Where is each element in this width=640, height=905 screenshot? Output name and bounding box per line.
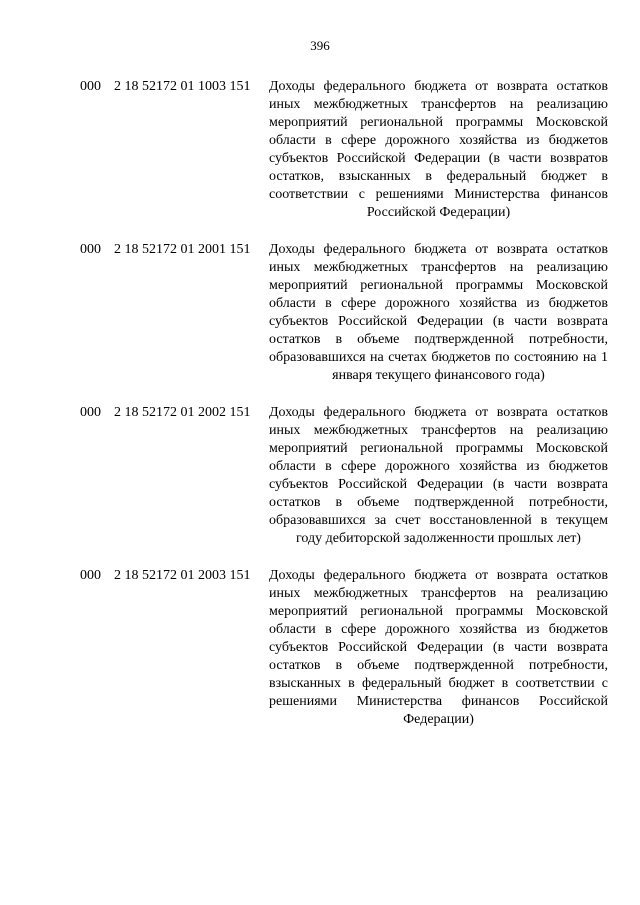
page-number: 396: [310, 38, 330, 53]
admin-code: 000: [80, 242, 101, 257]
budget-code-entry: [0, 78, 640, 222]
income-description: Доходы федерального бюджета от возврата остатков иных межбюджетных трансфертов на реализацию мероприятий региональной программы Московской области в сфере дорожного хозяйства из бюджетов субъектов Российской Федерации (в части возврата остатков в объеме подтвержденной потребности, взысканных в федеральный бюджет в соответствии с решениями Министерства финансов Российской Федерации): [269, 568, 608, 727]
budget-code-entry: [0, 241, 640, 385]
budget-classification-code: 2 18 52172 01 2001 151: [114, 242, 251, 257]
income-description: Доходы федерального бюджета от возврата остатков иных межбюджетных трансфертов на реализацию мероприятий региональной программы Московской области в сфере дорожного хозяйства из бюджетов субъектов Российской Федерации (в части возвратов остатков, взысканных в федеральный бюджет в соответствии с решениями Министерства финансов Российской Федерации): [269, 79, 608, 220]
income-description: Доходы федерального бюджета от возврата остатков иных межбюджетных трансфертов на реализацию мероприятий региональной программы Московской области в сфере дорожного хозяйства из бюджетов субъектов Российской Федерации (в части возврата остатков в объеме подтвержденной потребности, образовавшихся за счет восстановленной в текущем году дебиторской задолженности прошлых лет): [269, 405, 608, 546]
budget-classification-code: 2 18 52172 01 2003 151: [114, 568, 251, 583]
budget-code-entry: [0, 404, 640, 548]
income-description: Доходы федерального бюджета от возврата остатков иных межбюджетных трансфертов на реализацию мероприятий региональной программы Московской области в сфере дорожного хозяйства из бюджетов субъектов Российской Федерации (в части возврата остатков в объеме подтвержденной потребности, образовавшихся на счетах бюджетов по состоянию на 1 января текущего финансового года): [269, 242, 608, 383]
budget-code-list: [0, 78, 640, 729]
budget-classification-code: 2 18 52172 01 2002 151: [114, 405, 251, 420]
admin-code: 000: [80, 405, 101, 420]
budget-classification-code: 2 18 52172 01 1003 151: [114, 79, 251, 94]
budget-code-entry: [0, 567, 640, 729]
admin-code: 000: [80, 568, 101, 583]
admin-code: 000: [80, 79, 101, 94]
